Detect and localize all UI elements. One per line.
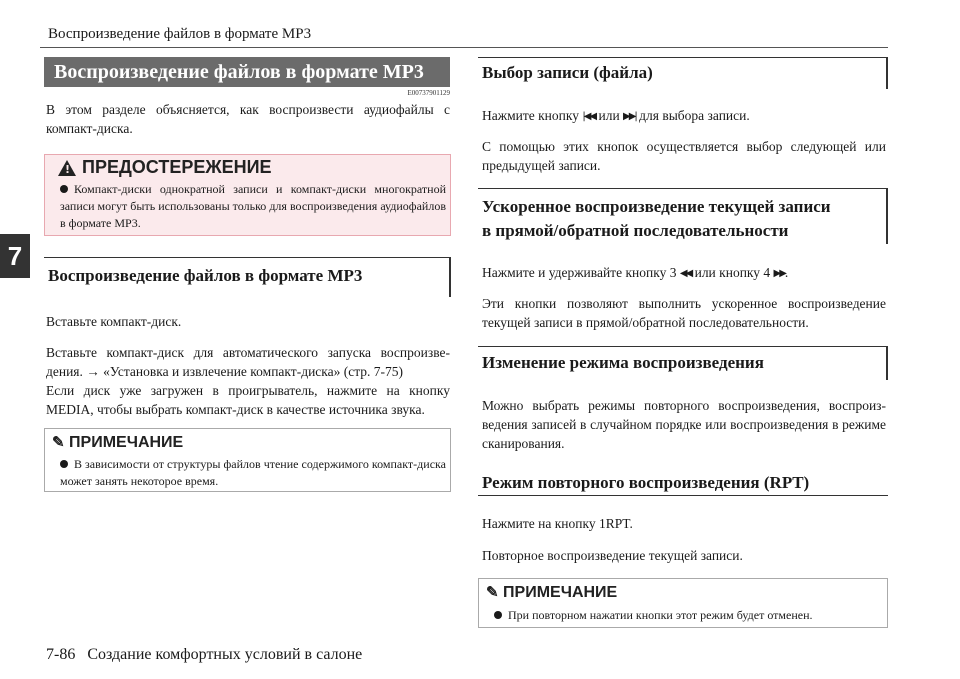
section-title-line2: в прямой/обратной последовательности: [482, 221, 789, 240]
paragraph-autoplay: Вставьте компакт-диск для автоматического запуска воспроизве-дения. → «Установка и извлечение компакт-диска» (стр. 7-75): [46, 345, 450, 379]
note-text-content: В зависимости от структуры файлов чтение содержимого компакт-диска может занять некоторое время.: [60, 457, 446, 488]
warning-title: [58, 157, 272, 178]
warning-triangle-icon: [58, 160, 76, 176]
section-title-text: Изменение режима воспроизведения: [482, 353, 764, 372]
pencil-check-icon: ✎: [52, 434, 65, 451]
section-divider: [478, 495, 888, 496]
section-heading-track-select: [478, 57, 888, 89]
page-footer: [46, 646, 362, 664]
paragraph-repeat-explain: Повторное воспроизведение текущей записи.: [482, 548, 743, 563]
page-number: 7-86: [46, 646, 76, 663]
main-banner: Воспроизведение файлов в формате MP3: [44, 57, 450, 87]
chapter-tab: 7: [0, 234, 30, 278]
paragraph-track-buttons: [482, 106, 886, 126]
section-heading-fast-playback: [478, 188, 888, 244]
skip-forward-icon: ▶▶|: [623, 111, 636, 123]
paragraph-track-explain: С помощью этих кнопок осуществляется выбор следующей или предыдущей записи.: [482, 139, 886, 173]
text-fragment: или: [598, 108, 620, 123]
pencil-check-icon: ✎: [486, 584, 499, 601]
paragraph-fast-explain: Эти кнопки позволяют выполнить ускоренное воспроизведение текущей записи в прямой/обратной последовательности.: [482, 296, 886, 330]
note-text-left: [60, 456, 446, 490]
bullet-icon: [60, 185, 68, 193]
skip-back-icon: |◀◀: [582, 111, 596, 123]
text-fragment: для выбора записи.: [639, 108, 750, 123]
warning-title-text: ПРЕДОСТЕРЕЖЕНИЕ: [82, 157, 272, 177]
header-divider: [40, 47, 888, 48]
text-fragment: или кнопку 4: [694, 265, 771, 280]
text-fragment: Нажмите кнопку: [482, 108, 579, 123]
paragraph-press-rpt: Нажмите на кнопку 1RPT.: [482, 516, 633, 531]
page-header-title: Воспроизведение файлов в формате MP3: [48, 26, 312, 42]
note-title-text: ПРИМЕЧАНИЕ: [69, 434, 184, 451]
intro-paragraph: В этом разделе объясняется, как воспроизвести аудиофайлы с компакт-диска.: [46, 102, 450, 136]
section-heading-mp3: [44, 257, 451, 297]
paragraph-media: Если диск уже загружен в проигрыватель, нажмите на кнопку MEDIA, чтобы выбрать компакт-диск в качестве источника звука.: [46, 383, 450, 417]
note-title-left: [52, 433, 183, 452]
section-title-text: Выбор записи (файла): [482, 63, 653, 82]
section-title-line1: Ускоренное воспроизведение текущей записи: [482, 197, 831, 216]
note-title-right: [486, 583, 617, 602]
bullet-icon: [494, 611, 502, 619]
rewind-icon: ◀◀: [679, 268, 692, 280]
note-title-text: ПРИМЕЧАНИЕ: [503, 584, 618, 601]
section-heading-repeat: Режим повторного воспроизведения (RPT): [482, 473, 810, 492]
text-fragment: Нажмите и удерживайте кнопку 3: [482, 265, 677, 280]
doc-code: E00737901129: [407, 89, 450, 97]
section-heading-play-mode: [478, 346, 888, 380]
note-text-right: [494, 607, 884, 624]
note-text-content: При повторном нажатии кнопки этот режим будет отменен.: [508, 608, 813, 622]
warning-text-content: Компакт-диски однократной записи и компакт-диски многократной записи могут быть использованы только для воспроизведения аудиофайлов в формате MP3.: [60, 182, 446, 230]
section-title-text: Воспроизведение файлов в формате MP3: [48, 266, 363, 285]
paragraph-play-modes: Можно выбрать режимы повторного воспроизведения, воспроиз-ведения записей в случайном порядке или воспроизведения в режиме сканирования.: [482, 398, 886, 451]
chapter-name: Создание комфортных условий в салоне: [87, 646, 363, 663]
paragraph-insert: Вставьте компакт-диск.: [46, 314, 182, 329]
fast-forward-icon: ▶▶: [773, 268, 785, 280]
paragraph-hold-buttons: Нажмите и удерживайте кнопку 3 ◀◀ или кнопку 4 ▶▶.: [482, 263, 886, 283]
bullet-icon: [60, 460, 68, 468]
warning-text: [60, 181, 446, 232]
